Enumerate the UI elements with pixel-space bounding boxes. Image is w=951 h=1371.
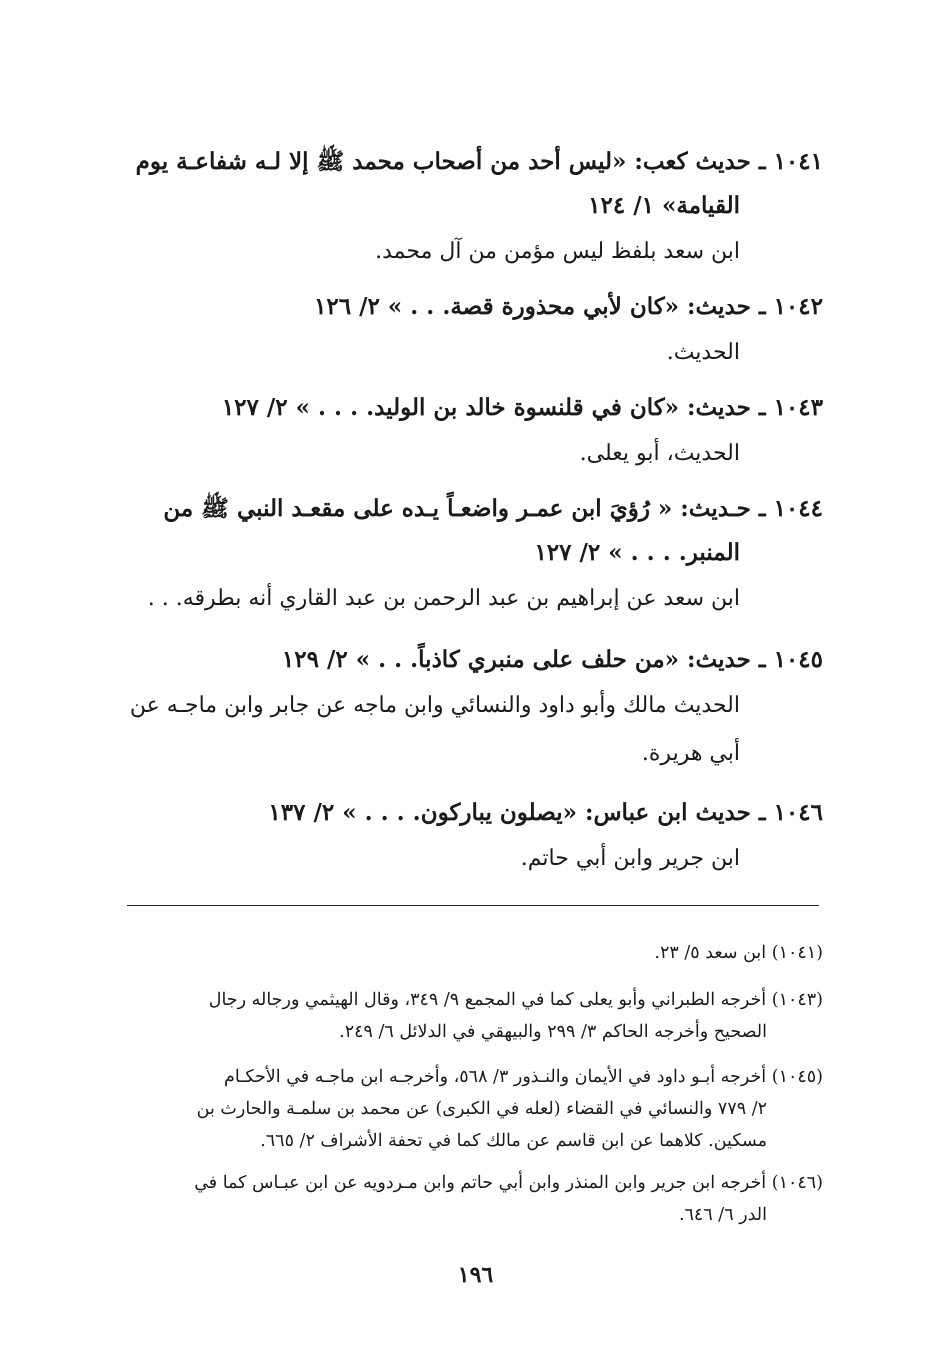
footnote-text: (١٠٤٥) أخرجه أبـو داود في الأيمان والنـذور ٣/ ٥٦٨، وأخرجـه ابن ماجـه في الأحكـام [224,1067,823,1087]
footnote-1046 [120,1167,823,1231]
entry-heading: ١٠٤٦ ـ حديث ابن عباس: «يصلون يباركون. . . . » ٢/ ١٣٧ [268,799,823,826]
entry-source: ابن جرير وابن أبي حاتم. [520,846,740,871]
entry-source: الحديث مالك وأبو داود والنسائي وابن ماجه عن جابر وابن ماجـه عن [129,693,740,718]
entry-1045 [120,638,823,778]
entry-1041 [120,140,823,276]
entry-heading: ١٠٤٢ ـ حديث: «كان لأبي محذورة قصة. . . » ٢/ ١٢٦ [314,293,823,320]
entry-1043 [120,386,823,478]
footnote-text-continuation: الدر ٦/ ٦٤٦. [678,1205,767,1225]
page-number: ١٩٦ [457,1262,494,1288]
entry-source-continuation: أبي هريرة. [641,741,740,766]
footnote-separator [127,905,819,906]
footnote-text-continuation: مسكين. كلاهما عن ابن قاسم عن مالك كما في تحفة الأشراف ٢/ ٦٦٥. [260,1131,767,1151]
entry-heading: ١٠٤١ ـ حديث كعب: «ليس أحد من أصحاب محمد ﷺ إلا لـه شفاعـة يوم [135,148,823,175]
footnote-1041 [120,937,823,969]
footnote-text-continuation: الصحيح وأخرجه الحاكم ٣/ ٢٩٩ والبيهقي في الدلائل ٦/ ٢٤٩. [339,1022,767,1042]
entry-source: الحديث، أبو يعلى. [579,441,740,466]
entry-1042 [120,285,823,377]
entry-heading-continuation: القيامة» ١/ ١٢٤ [588,192,740,219]
footnote-text: (١٠٤١) ابن سعد ٥/ ٢٣. [654,943,823,963]
entry-1046 [120,791,823,883]
entry-heading: ١٠٤٤ ـ حـديث: « رُؤيَ ابن عمـر واضعـاً يـده على مقعـد النبي ﷺ من [163,495,823,522]
entry-source: ابن سعد بلفظ ليس مؤمن من آل محمد. [375,239,740,264]
entry-heading-continuation: المنبر. . . . » ٢/ ١٢٧ [534,539,740,566]
footnote-text: (١٠٤٦) أخرجه ابن جرير وابن المنذر وابن أبي حاتم وابن مـردويه عن ابن عبـاس كما في [194,1173,823,1193]
entry-heading: ١٠٤٣ ـ حديث: «كان في قلنسوة خالد بن الوليد. . . . » ٢/ ١٢٧ [221,394,823,421]
entry-1044 [120,487,823,623]
footnote-1045 [120,1061,823,1157]
footnote-text-continuation: ٢/ ٧٧٩ والنسائي في القضاء (لعله في الكبرى) عن محمد بن سلمـة والحارث بن [196,1099,767,1119]
footnote-1043 [120,984,823,1048]
footnote-text: (١٠٤٣) أخرجه الطبراني وأبو يعلى كما في المجمع ٩/ ٣٤٩، وقال الهيثمي ورجاله رجال [208,990,823,1010]
entry-heading: ١٠٤٥ ـ حديث: «من حلف على منبري كاذباً. . . » ٢/ ١٢٩ [281,646,823,673]
entry-source: ابن سعد عن إبراهيم بن عبد الرحمن بن عبد القاري أنه بطرقه. . . [147,586,740,611]
entry-source: الحديث. [666,340,740,365]
